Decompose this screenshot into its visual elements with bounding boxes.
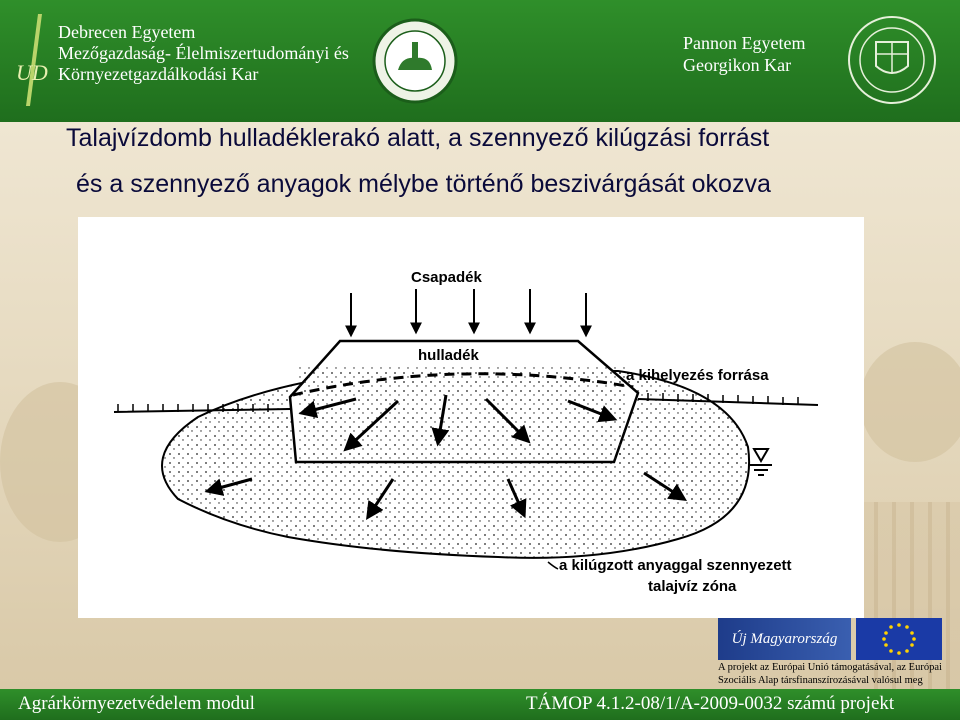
- landfill-groundwater-diagram: [78, 217, 864, 618]
- label-precipitation: Csapadék: [411, 269, 482, 286]
- label-waste: hulladék: [418, 347, 479, 364]
- faculty-seal-icon: [372, 18, 458, 104]
- footer-module-name: Agrárkörnyezetvédelem modul: [18, 693, 255, 714]
- svg-text:UD: UD: [16, 60, 48, 85]
- precipitation-arrows: [351, 289, 586, 335]
- title-line-2: és a szennyező anyagok mélybe történő beszivárgását okozva: [76, 170, 771, 198]
- water-table-symbol: [750, 449, 772, 475]
- header-left-text: [58, 22, 349, 85]
- header-right-text: [683, 32, 805, 76]
- label-source: a kihelyezés forrása: [626, 367, 769, 384]
- label-zone-line-1: a kilúgzott anyaggal szennyezett: [559, 557, 792, 574]
- title-line-1: Talajvízdomb hulladéklerakó alatt, a szennyező kilúgzási forrást: [66, 124, 770, 152]
- eu-caption-line-2: Szociális Alap társfinanszírozásával valósul meg: [718, 675, 923, 686]
- header-right-line-2: Georgikon Kar: [683, 55, 792, 75]
- header-left-line-3: Környezetgazdálkodási Kar: [58, 64, 259, 84]
- eu-flag-icon: [856, 618, 942, 660]
- header-left-line-1: Debrecen Egyetem: [58, 22, 196, 42]
- header-left-line-2: Mezőgazdaság- Élelmiszertudományi és: [58, 43, 349, 63]
- label-zone-line-2: talajvíz zóna: [648, 578, 737, 595]
- header-banner: [0, 0, 960, 122]
- university-debrecen-logo: [8, 10, 52, 110]
- footer-bar: [0, 689, 960, 720]
- header-right-line-1: Pannon Egyetem: [683, 33, 806, 53]
- pannon-university-seal-icon: [846, 14, 938, 106]
- footer-project-id: TÁMOP 4.1.2-08/1/A-2009-0032 számú projekt: [526, 693, 895, 714]
- eu-caption-line-1: A projekt az Európai Unió támogatásával, az Európai: [718, 662, 942, 673]
- eu-funding-caption: [718, 661, 948, 687]
- uj-magyarorszag-logo: Új Magyarország: [718, 618, 851, 660]
